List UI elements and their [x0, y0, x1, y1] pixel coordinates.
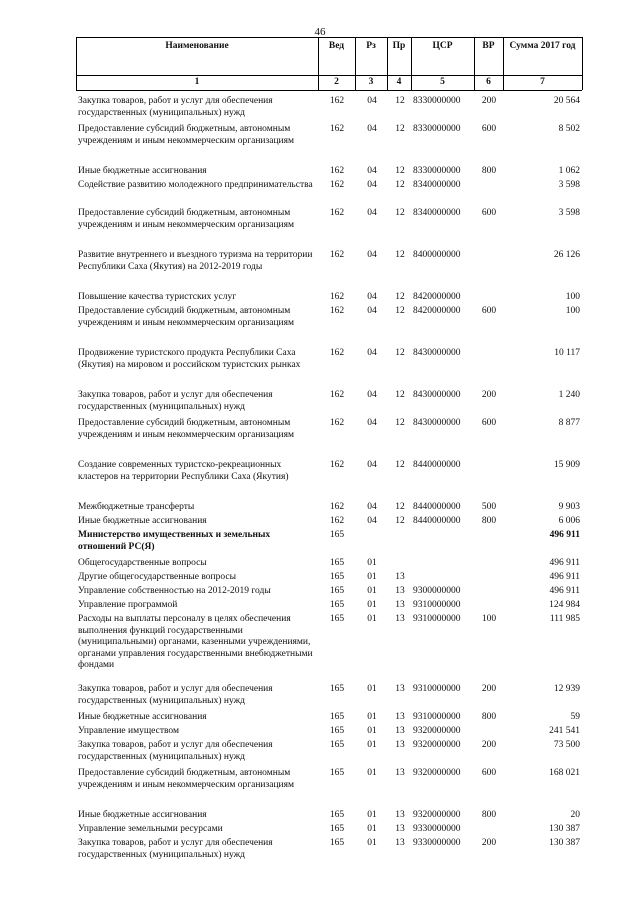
row-pr: 12 — [395, 250, 405, 260]
row-name: Создание современных туристско-рекреационных кластеров на территории Республики Саха (Якутия) — [78, 460, 289, 482]
row-name: Расходы на выплаты персоналу в целях обеспечения выполнения функций государственными (муниципальными) органами, казенными учреждениями, органами управления государственными внебюджетными фондами — [78, 614, 313, 670]
row-csr: 9310000000 — [413, 600, 461, 610]
row-csr: 9330000000 — [413, 824, 461, 834]
row-csr: 8330000000 — [413, 124, 461, 134]
header-bottom-border — [76, 90, 582, 91]
row-ved: 162 — [329, 502, 345, 512]
row-name: Иные бюджетные ассигнования — [78, 810, 207, 820]
row-vr: 600 — [481, 306, 497, 316]
row-rz: 04 — [367, 250, 377, 260]
row-ved: 165 — [329, 810, 345, 820]
row-sum: 20 564 — [553, 96, 580, 106]
row-sum: 8 502 — [558, 124, 580, 134]
row-ved: 162 — [329, 390, 345, 400]
row-csr: 8430000000 — [413, 390, 461, 400]
row-vr: 200 — [481, 684, 497, 694]
row-ved: 165 — [329, 586, 345, 596]
row-sum: 1 240 — [558, 390, 580, 400]
row-sum: 496 911 — [549, 572, 580, 582]
column-number: 4 — [396, 77, 402, 87]
row-sum: 111 985 — [549, 614, 580, 624]
row-pr: 13 — [395, 586, 405, 596]
row-name: Иные бюджетные ассигнования — [78, 166, 207, 176]
row-vr: 200 — [481, 740, 497, 750]
row-pr: 12 — [395, 180, 405, 190]
row-sum: 9 903 — [558, 502, 580, 512]
row-pr: 13 — [395, 740, 405, 750]
row-pr: 12 — [395, 348, 405, 358]
row-vr: 200 — [481, 838, 497, 848]
column-number: 1 — [194, 77, 200, 87]
column-number: 6 — [486, 77, 491, 87]
row-pr: 12 — [395, 502, 405, 512]
row-pr: 12 — [395, 124, 405, 134]
table-top-border — [76, 37, 582, 38]
row-csr: 9310000000 — [413, 712, 461, 722]
row-sum: 100 — [565, 292, 580, 302]
row-sum: 496 911 — [549, 586, 580, 596]
row-rz: 01 — [367, 614, 377, 624]
header-name: Наименование — [165, 41, 229, 51]
row-sum: 59 — [570, 712, 580, 722]
row-sum: 12 939 — [553, 684, 580, 694]
row-ved: 165 — [329, 684, 345, 694]
row-sum: 20 — [570, 810, 580, 820]
row-vr: 100 — [481, 614, 497, 624]
row-ved: 162 — [329, 166, 345, 176]
row-vr: 800 — [481, 166, 497, 176]
row-rz: 01 — [367, 586, 377, 596]
row-ved: 162 — [329, 250, 345, 260]
row-pr: 13 — [395, 726, 405, 736]
row-rz: 04 — [367, 390, 377, 400]
row-ved: 165 — [329, 726, 345, 736]
row-csr: 8440000000 — [413, 502, 461, 512]
row-csr: 8340000000 — [413, 208, 461, 218]
row-rz: 01 — [367, 838, 377, 848]
row-pr: 13 — [395, 838, 405, 848]
row-rz: 01 — [367, 712, 377, 722]
row-pr: 12 — [395, 390, 405, 400]
row-ved: 162 — [329, 208, 345, 218]
row-sum: 241 541 — [549, 726, 580, 736]
row-pr: 13 — [395, 810, 405, 820]
row-ved: 165 — [329, 600, 345, 610]
row-pr: 13 — [395, 572, 405, 582]
header-pr: Пр — [392, 41, 406, 51]
row-name: Закупка товаров, работ и услуг для обеспечения государственных (муниципальных) нужд — [78, 838, 273, 860]
row-name: Повышение качества туристских услуг — [78, 292, 237, 302]
row-pr: 13 — [395, 600, 405, 610]
row-ved: 165 — [329, 530, 345, 540]
row-name: Общегосударственные вопросы — [78, 558, 207, 568]
row-rz: 04 — [367, 96, 377, 106]
row-rz: 01 — [367, 726, 377, 736]
row-name: Предоставление субсидий бюджетным, автономным учреждениям и иным некоммерческим организациям — [78, 768, 295, 790]
row-sum: 130 387 — [549, 824, 580, 834]
row-name: Управление имуществом — [78, 726, 180, 736]
row-name: Содействие развитию молодежного предпринимательства — [78, 180, 313, 190]
row-pr: 13 — [395, 712, 405, 722]
row-sum: 130 387 — [549, 838, 580, 848]
row-ved: 162 — [329, 306, 345, 316]
row-ved: 162 — [329, 292, 345, 302]
row-name: Предоставление субсидий бюджетным, автономным учреждениям и иным некоммерческим организациям — [78, 418, 295, 440]
row-sum: 26 126 — [553, 250, 580, 260]
row-sum: 168 021 — [549, 768, 580, 778]
row-ved: 162 — [329, 180, 345, 190]
row-ved: 162 — [329, 124, 345, 134]
row-csr: 9310000000 — [413, 684, 461, 694]
row-name: Закупка товаров, работ и услуг для обеспечения государственных (муниципальных) нужд — [78, 390, 273, 412]
header-vr: ВР — [482, 41, 495, 51]
row-ved: 165 — [329, 824, 345, 834]
row-sum: 15 909 — [553, 460, 580, 470]
row-pr: 12 — [395, 418, 405, 428]
row-ved: 162 — [329, 516, 345, 526]
row-ved: 165 — [329, 768, 345, 778]
row-rz: 01 — [367, 558, 377, 568]
row-csr: 9300000000 — [413, 586, 461, 596]
row-csr: 8440000000 — [413, 460, 461, 470]
row-sum: 73 500 — [553, 740, 580, 750]
row-csr: 9310000000 — [413, 614, 461, 624]
row-csr: 9320000000 — [413, 768, 461, 778]
header-separator — [76, 75, 582, 76]
row-pr: 13 — [395, 824, 405, 834]
row-pr: 13 — [395, 684, 405, 694]
row-rz: 04 — [367, 180, 377, 190]
row-vr: 200 — [481, 96, 497, 106]
row-ved: 165 — [329, 558, 345, 568]
header-divider — [582, 37, 583, 90]
row-pr: 12 — [395, 306, 405, 316]
row-name: Закупка товаров, работ и услуг для обеспечения государственных (муниципальных) нужд — [78, 684, 273, 706]
row-csr: 8340000000 — [413, 180, 461, 190]
row-rz: 04 — [367, 502, 377, 512]
row-pr: 12 — [395, 460, 405, 470]
row-vr: 600 — [481, 768, 497, 778]
row-pr: 12 — [395, 208, 405, 218]
row-name: Продвижение туристского продукта Республики Саха (Якутия) на мировом и российском туристских рынках — [78, 348, 301, 370]
row-sum: 3 598 — [558, 208, 580, 218]
row-sum: 1 062 — [558, 166, 580, 176]
row-rz: 04 — [367, 516, 377, 526]
row-rz: 01 — [367, 600, 377, 610]
row-rz: 04 — [367, 460, 377, 470]
row-ved: 165 — [329, 572, 345, 582]
row-sum: 10 117 — [554, 348, 580, 358]
row-csr: 8420000000 — [413, 292, 461, 302]
row-csr: 8430000000 — [413, 418, 461, 428]
row-name: Другие общегосударственные вопросы — [78, 572, 236, 582]
row-ved: 165 — [329, 712, 345, 722]
row-sum: 100 — [565, 306, 580, 316]
row-ved: 165 — [329, 740, 345, 750]
row-sum: 496 911 — [549, 558, 580, 568]
row-rz: 01 — [367, 824, 377, 834]
row-rz: 04 — [367, 292, 377, 302]
column-number: 3 — [368, 77, 374, 87]
header-rz: Рз — [366, 41, 376, 51]
row-pr: 13 — [395, 768, 405, 778]
row-csr: 8330000000 — [413, 166, 461, 176]
row-csr: 9320000000 — [413, 740, 461, 750]
header-csr: ЦСР — [432, 41, 453, 51]
row-vr: 600 — [481, 208, 497, 218]
row-name: Закупка товаров, работ и услуг для обеспечения государственных (муниципальных) нужд — [78, 96, 273, 118]
row-csr: 9330000000 — [413, 838, 461, 848]
row-name: Развитие внутреннего и въездного туризма на территории Республики Саха (Якутия) на 2012-2019 годы — [78, 250, 313, 272]
row-vr: 500 — [481, 502, 497, 512]
row-csr: 9320000000 — [413, 726, 461, 736]
row-name: Управление собственностью на 2012-2019 годы — [78, 586, 271, 596]
row-rz: 01 — [367, 684, 377, 694]
row-name: Закупка товаров, работ и услуг для обеспечения государственных (муниципальных) нужд — [78, 740, 273, 762]
row-ved: 162 — [329, 96, 345, 106]
row-vr: 800 — [481, 516, 497, 526]
row-name: Иные бюджетные ассигнования — [78, 712, 207, 722]
row-pr: 12 — [395, 516, 405, 526]
row-name: Министерство имущественных и земельных отношений РС(Я) — [78, 530, 271, 552]
row-pr: 12 — [395, 96, 405, 106]
row-rz: 04 — [367, 306, 377, 316]
row-sum: 496 911 — [549, 530, 580, 540]
row-sum: 124 984 — [549, 600, 580, 610]
row-name: Управление земельными ресурсами — [78, 824, 223, 834]
row-ved: 162 — [329, 418, 345, 428]
row-csr: 8420000000 — [413, 306, 461, 316]
row-sum: 6 006 — [558, 516, 580, 526]
row-ved: 165 — [329, 838, 345, 848]
row-sum: 3 598 — [558, 180, 580, 190]
row-ved: 162 — [329, 348, 345, 358]
row-sum: 8 877 — [558, 418, 580, 428]
row-rz: 04 — [367, 124, 377, 134]
row-vr: 600 — [481, 418, 497, 428]
row-rz: 04 — [367, 418, 377, 428]
row-name: Иные бюджетные ассигнования — [78, 516, 207, 526]
row-name: Предоставление субсидий бюджетным, автономным учреждениям и иным некоммерческим организациям — [78, 306, 295, 328]
row-ved: 165 — [329, 614, 345, 624]
row-name: Управление программой — [78, 600, 178, 610]
row-rz: 04 — [367, 348, 377, 358]
row-vr: 200 — [481, 390, 497, 400]
row-ved: 162 — [329, 460, 345, 470]
row-name: Предоставление субсидий бюджетным, автономным учреждениям и иным некоммерческим организациям — [78, 124, 295, 146]
row-pr: 13 — [395, 614, 405, 624]
row-pr: 12 — [395, 166, 405, 176]
row-csr: 8330000000 — [413, 96, 461, 106]
row-name: Предоставление субсидий бюджетным, автономным учреждениям и иным некоммерческим организациям — [78, 208, 295, 230]
row-rz: 01 — [367, 740, 377, 750]
row-rz: 04 — [367, 208, 377, 218]
row-vr: 800 — [481, 810, 497, 820]
page-number: 46 — [314, 26, 326, 38]
row-rz: 01 — [367, 810, 377, 820]
row-rz: 04 — [367, 166, 377, 176]
row-pr: 12 — [395, 292, 405, 302]
column-number: 5 — [440, 77, 445, 87]
row-vr: 800 — [481, 712, 497, 722]
column-number: 7 — [540, 77, 545, 87]
header-sum: Сумма 2017 год — [509, 41, 576, 51]
row-vr: 600 — [481, 124, 497, 134]
row-csr: 8400000000 — [413, 250, 461, 260]
header-ved: Вед — [328, 41, 345, 51]
row-rz: 01 — [367, 768, 377, 778]
column-number: 2 — [334, 77, 339, 87]
row-csr: 8440000000 — [413, 516, 461, 526]
row-name: Межбюджетные трансферты — [78, 502, 195, 512]
row-rz: 01 — [367, 572, 377, 582]
row-csr: 8430000000 — [413, 348, 461, 358]
row-csr: 9320000000 — [413, 810, 461, 820]
